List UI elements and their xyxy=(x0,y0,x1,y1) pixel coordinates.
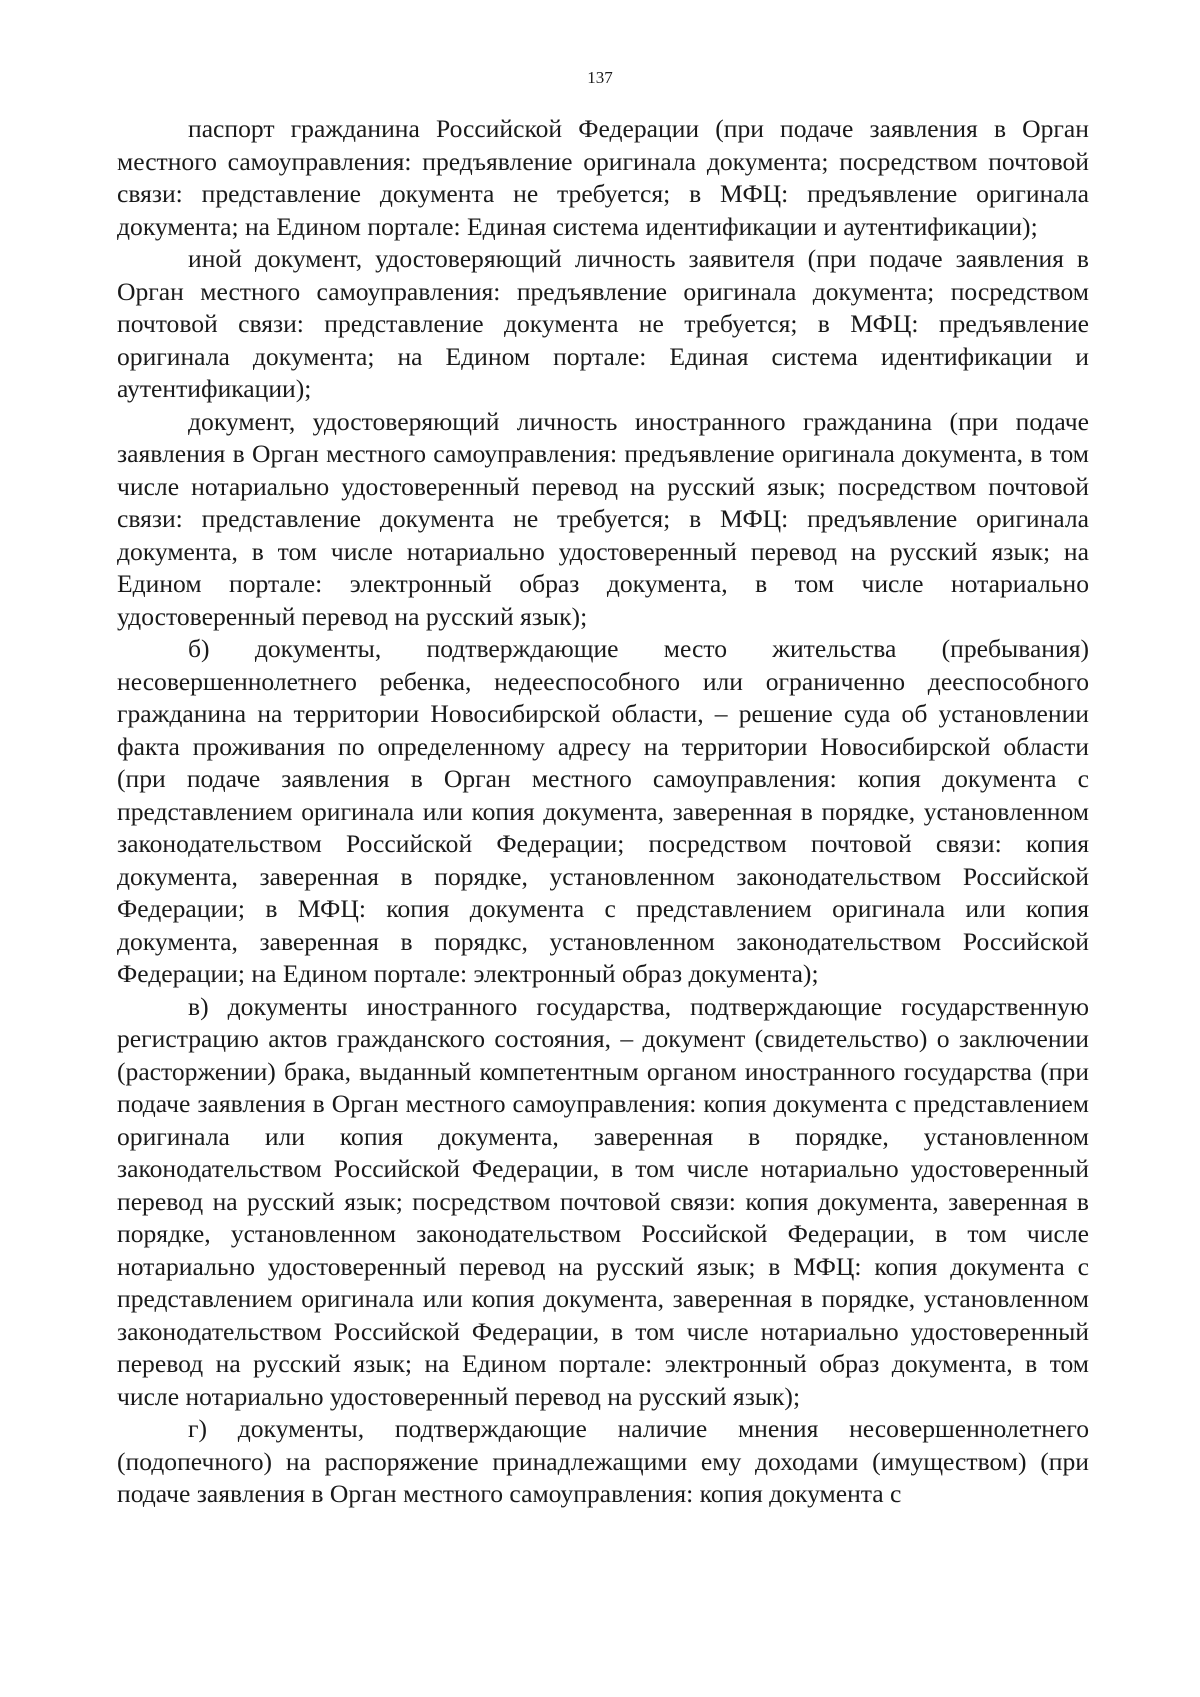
paragraph-b-residence: б) документы, подтверждающие место жительства (пребывания) несовершеннолетнего ребенка, недееспособного или ограниченно дееспособного гражданина на территории Новосибирской области, – решение суда об установлении факта проживания по определенному адресу на территории Новосибирской области (при подаче заявления в Орган местного самоуправления: копия документа с представлением оригинала или копия документа, заверенная в порядке, установленном законодательством Российской Федерации; посредством почтовой связи: копия документа, заверенная в порядке, установленном законодательством Российской Федерации; в МФЦ: копия документа с представлением оригинала или копия документа, заверенная в порядкс, установленном законодательством Российской Федерации; на Едином портале: электронный образ документа); xyxy=(117,634,1089,988)
paragraph-v-foreign-documents: в) документы иностранного государства, подтверждающие государственную регистрацию актов гражданского состояния, – документ (свидетельство) о заключении (расторжении) брака, выданный компетентным органом иностранного государства (при подаче заявления в Орган местного самоуправления: копия документа с представлением оригинала или копия документа, заверенная в порядке, установленном законодательством Российской Федерации, в том числе нотариально удостоверенный перевод на русский язык; посредством почтовой связи: копия документа, заверенная в порядке, установленном законодательством Российской Федерации, в том числе нотариально удостоверенный перевод на русский язык; в МФЦ: копия документа с представлением оригинала или копия документа, заверенная в порядке, установленном законодательством Российской Федерации, в том числе нотариально удостоверенный перевод на русский язык; на Едином портале: электронный образ документа, в том числе нотариально удостоверенный перевод на русский язык); xyxy=(117,991,1089,1411)
paragraph-g-opinion: г) документы, подтверждающие наличие мнения несовершеннолетнего (подопечного) на распоряжение принадлежащими ему доходами (имуществом) (при подаче заявления в Орган местного самоуправления: копия документа с xyxy=(117,1414,1089,1508)
paragraph-other-id: иной документ, удостоверяющий личность заявителя (при подаче заявления в Орган местного самоуправления: предъявление оригинала документа; посредством почтовой связи: представление документа не требуется; в МФЦ: предъявление оригинала документа; на Едином портале: Единая система идентификации и аутентификации); xyxy=(117,244,1089,403)
page-number: 137 xyxy=(587,68,613,87)
document-body xyxy=(117,113,1089,1511)
paragraph-foreign-id: документ, удостоверяющий личность иностранного гражданина (при подаче заявления в Орган местного самоуправления: предъявление оригинала документа, в том числе нотариально удостоверенный перевод на русский язык; посредством почтовой связи: представление документа не требуется; в МФЦ: предъявление оригинала документа, в том числе нотариально удостоверенный перевод на русский язык; на Едином портале: электронный образ документа, в том числе нотариально удостоверенный перевод на русский язык); xyxy=(117,406,1089,631)
paragraph-passport: паспорт гражданина Российской Федерации (при подаче заявления в Орган местного самоуправления: предъявление оригинала документа; посредством почтовой связи: представление документа не требуется; в МФЦ: предъявление оригинала документа; на Едином портале: Единая система идентификации и аутентификации); xyxy=(117,114,1089,241)
